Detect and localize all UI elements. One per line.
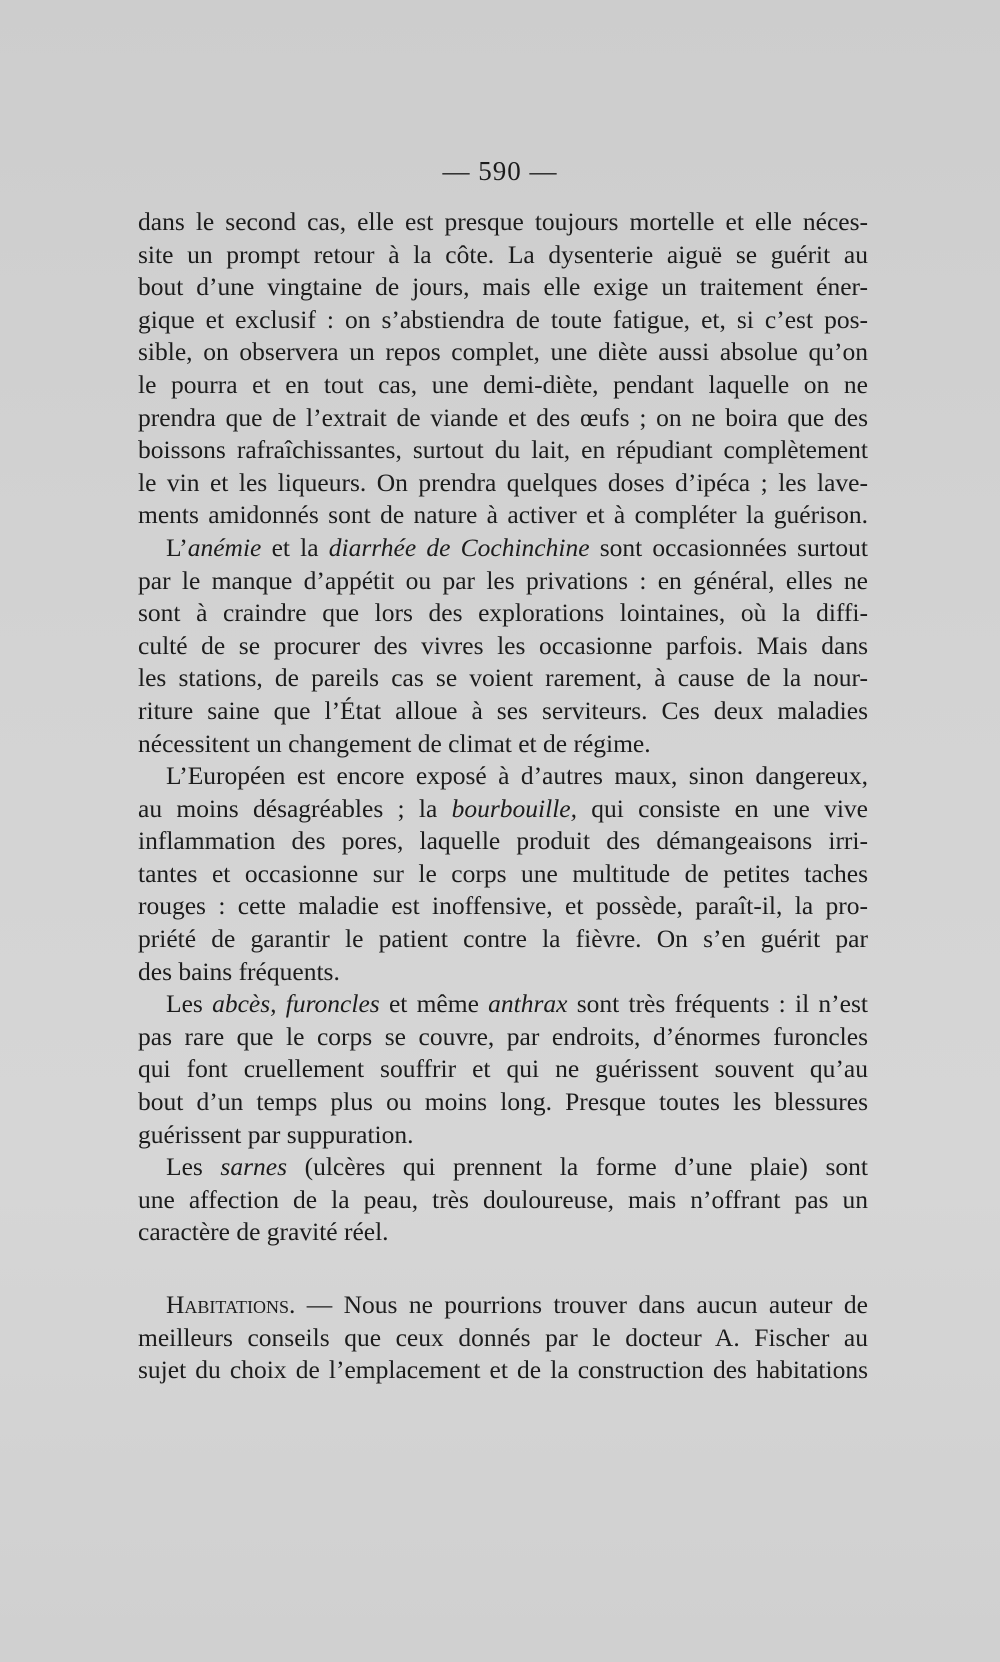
italic-term: bourbouille, xyxy=(451,793,577,823)
text-line: des bains fréquents. xyxy=(138,956,340,986)
text-line: site un prompt retour à la côte. La dysenterie aiguë se guérit au xyxy=(138,239,868,269)
text-line: bout d’une vingtaine de jours, mais elle exige un traitement éner- xyxy=(138,272,868,302)
text-line: une affection de la peau, très douloureuse, mais n’offrant pas un xyxy=(138,1184,868,1214)
text-run: (ulcères qui prennent la forme d’une plaie) sont xyxy=(287,1152,868,1182)
text-line: rouges : cette maladie est inoffensive, et possède, paraît-il, la pro- xyxy=(138,891,868,921)
text-run: sont très fréquents : il n’est xyxy=(567,989,868,1019)
body-text xyxy=(138,206,868,1387)
section-heading: Habitations. xyxy=(166,1290,296,1319)
text-line: tantes et occasionne sur le corps une multitude de petites taches xyxy=(138,858,868,888)
text-line: riture saine que l’État alloue à ses serviteurs. Ces deux maladies xyxy=(138,695,868,725)
text-line: le vin et les liqueurs. On prendra quelques doses d’ipéca ; les lave- xyxy=(138,467,868,497)
page-number: — 590 — xyxy=(442,156,558,186)
text-line: par le manque d’appétit ou par les privations : en général, elles ne xyxy=(138,565,868,595)
italic-term: anthrax xyxy=(488,989,568,1019)
text-run: Les xyxy=(166,1152,221,1182)
text-line: caractère de gravité réel. xyxy=(138,1217,389,1247)
paragraph-5 xyxy=(138,1151,868,1249)
section-spacer xyxy=(138,1249,868,1289)
text-run: sont occasionnées surtout xyxy=(589,532,868,562)
text-line: priété de garantir le patient contre la fièvre. On s’en guérit par xyxy=(138,924,868,954)
text-line: les stations, de pareils cas se voient rarement, à cause de la nour- xyxy=(138,663,868,693)
text-line: L’Européen est encore exposé à d’autres maux, sinon dangereux, xyxy=(166,761,868,791)
paragraph-2 xyxy=(138,532,868,760)
text-run: au moins désagréables ; la xyxy=(138,793,452,823)
text-line xyxy=(138,793,868,826)
text-line: pas rare que le corps se couvre, par endroits, d’énormes furoncles xyxy=(138,1021,868,1051)
text-line: prendra que de l’extrait de viande et des œufs ; on ne boira que des xyxy=(138,402,868,432)
paragraph-4 xyxy=(138,988,868,1151)
text-line: meilleurs conseils que ceux donnés par le docteur A. Fischer au xyxy=(138,1322,868,1352)
italic-term: anémie xyxy=(187,532,262,562)
text-line: boissons rafraîchissantes, surtout du lait, en répudiant complètement xyxy=(138,435,868,465)
text-run: qui consiste en une vive xyxy=(577,793,868,823)
italic-term: abcès, furoncles xyxy=(212,989,380,1019)
text-line: qui font cruellement souffrir et qui ne guérissent souvent qu’au xyxy=(138,1054,868,1084)
text-line: guérissent par suppuration. xyxy=(138,1119,414,1149)
paragraph-3 xyxy=(138,760,868,988)
text-line xyxy=(138,988,868,1021)
text-line xyxy=(138,532,868,565)
text-line: sont à craindre que lors des explorations lointaines, où la diffi- xyxy=(138,598,868,628)
text-line: ments amidonnés sont de nature à activer et à compléter la guérison. xyxy=(138,500,868,530)
text-run: et même xyxy=(379,989,489,1019)
text-line: gique et exclusif : on s’abstiendra de toute fatigue, et, si c’est pos- xyxy=(138,304,868,334)
text-line: nécessitent un changement de climat et de régime. xyxy=(138,728,651,758)
text-run: L’ xyxy=(166,532,188,562)
text-line: sujet du choix de l’emplacement et de la construction des habitations xyxy=(138,1355,868,1385)
italic-term: sarnes xyxy=(220,1152,287,1182)
text-line: sible, on observera un repos complet, une diète aussi absolue qu’on xyxy=(138,337,868,367)
text-run: — Nous ne pourrions trouver dans aucun auteur de xyxy=(295,1290,868,1319)
text-run: Les xyxy=(166,989,213,1019)
text-line xyxy=(138,1151,868,1184)
text-line: bout d’un temps plus ou moins long. Presque toutes les blessures xyxy=(138,1087,868,1117)
text-line: inflammation des pores, laquelle produit des démangeaisons irri- xyxy=(138,826,868,856)
text-run: et la xyxy=(261,532,329,562)
text-line: le pourra et en tout cas, une demi-diète, pendant laquelle on ne xyxy=(138,369,868,399)
italic-term: diarrhée de Cochinchine xyxy=(328,532,590,562)
text-line: dans le second cas, elle est presque toujours mortelle et elle néces- xyxy=(138,207,868,236)
paragraph-1 xyxy=(138,206,868,532)
text-line xyxy=(138,1289,868,1322)
paragraph-habitations xyxy=(138,1289,868,1387)
text-line: culté de se procurer des vivres les occasionne parfois. Mais dans xyxy=(138,630,868,660)
